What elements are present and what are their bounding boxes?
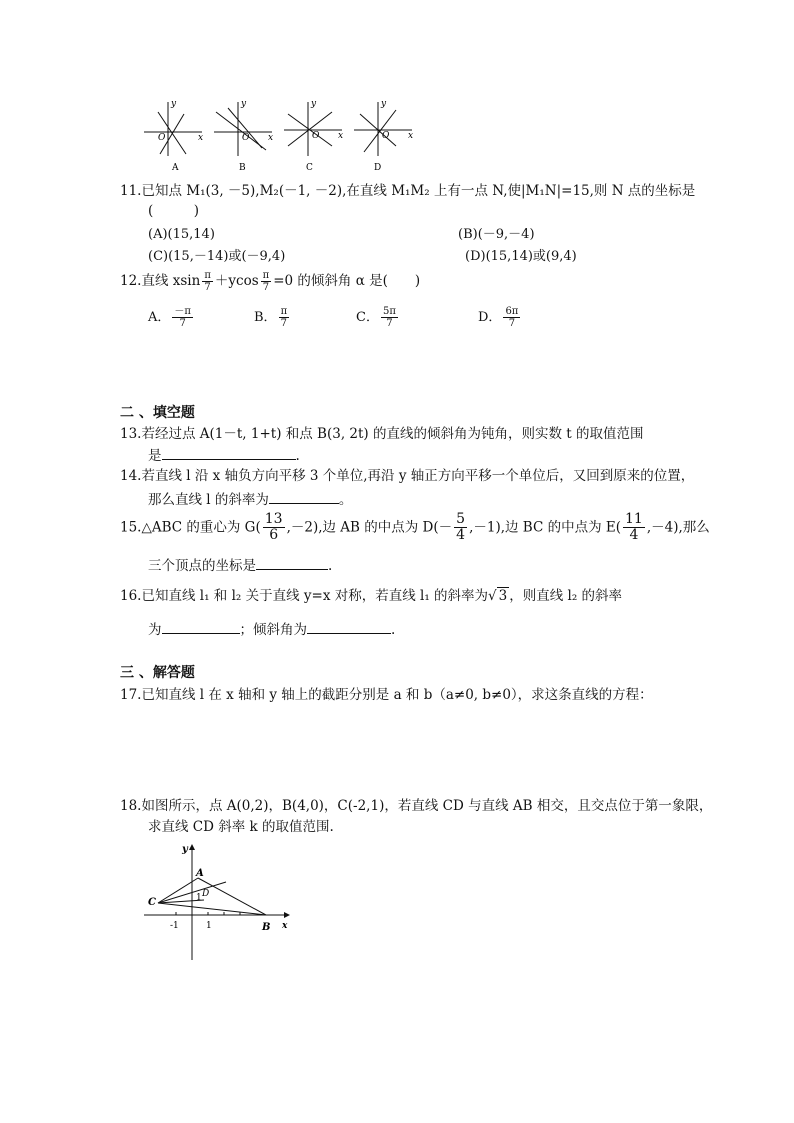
origin-label: O bbox=[158, 133, 166, 143]
q11-text: 11.已知点 M₁(3, －5),M₂(－1, －2),在直线 M₁M₂ 上有一点 N,使|M₁N|=15,则 N 点的坐标是 bbox=[120, 183, 696, 199]
q13-line1: 13.若经过点 A(1－t, 1+t) 和点 B(3, 2t) 的直线的倾斜角为钝角，则实数 t 的取值范围 bbox=[120, 426, 644, 442]
label-c: C bbox=[148, 897, 156, 908]
q11-option-b[interactable]: (B)(－9,－4) bbox=[458, 227, 535, 242]
svg-text:x: x bbox=[268, 133, 274, 143]
q11-option-d[interactable]: (D)(15,14)或(9,4) bbox=[465, 249, 577, 264]
label-one-y: 1 bbox=[196, 893, 202, 903]
q16-line2: 为 ；倾斜角为 . bbox=[148, 619, 395, 639]
q15-answer-blank[interactable] bbox=[256, 555, 328, 570]
q18-line2: 求直线 CD 斜率 k 的取值范围. bbox=[148, 819, 334, 835]
svg-text:y: y bbox=[241, 99, 247, 109]
q16-line1: 16.已知直线 l₁ 和 l₂ 关于直线 y=x 对称，若直线 l₁ 的斜率为√ 3 ，则直线 l₂ 的斜率 bbox=[120, 588, 623, 604]
diagram-c bbox=[284, 102, 342, 156]
label-d: D bbox=[202, 889, 210, 899]
svg-text:O: O bbox=[382, 131, 390, 141]
svg-text:x: x bbox=[338, 131, 344, 141]
q18-figure bbox=[140, 836, 300, 964]
x-axis-arrow bbox=[284, 912, 290, 918]
diagram-d bbox=[354, 102, 412, 156]
axis-x-label: x bbox=[198, 133, 204, 143]
svg-text:y: y bbox=[381, 99, 387, 109]
svg-text:O: O bbox=[242, 133, 250, 143]
q14-answer-blank[interactable] bbox=[269, 489, 339, 504]
q15-line1: 15.△ABC 的重心为 G( $\frac{13}{6}$ ,－2),边 AB 的中点为 D(－ $\frac{5}{4}$ ,－1),边 BC 的中点为 E( $\frac{11}{4}$ ,－4),那么 bbox=[120, 511, 710, 544]
line-cb bbox=[158, 903, 266, 915]
y-axis-arrow bbox=[189, 844, 195, 850]
q14-line2: 那么直线 l 的斜率为 。 bbox=[148, 489, 352, 509]
q18-line1: 18.如图所示，点 A(0,2)，B(4,0)，C(-2,1)，若直线 CD 与直线 AB 相交，且交点位于第一象限， bbox=[120, 798, 713, 814]
diagram-b-label: B bbox=[239, 163, 246, 173]
q17-text: 17.已知直线 l 在 x 轴和 y 轴上的截距分别是 a 和 b（a≠0, b≠0），求这条直线的方程： bbox=[120, 687, 653, 703]
svg-text:O: O bbox=[312, 131, 320, 141]
diagram-d-label: D bbox=[374, 163, 382, 173]
svg-text:y: y bbox=[311, 99, 317, 109]
q10-figure bbox=[140, 98, 420, 174]
label-a: A bbox=[196, 868, 204, 879]
q12-text: 12.直线 xsin $\frac{\pi}{7}$ ＋ycos $\frac{\pi}{7}$ =0 的倾斜角 α 是( ) bbox=[120, 270, 421, 293]
label-one: 1 bbox=[206, 921, 212, 931]
q11-option-a[interactable]: (A)(15,14) bbox=[148, 227, 215, 242]
q12-option-a[interactable]: A． $\frac{-\pi}{7}$ bbox=[148, 306, 191, 329]
diagram-b bbox=[214, 102, 272, 156]
q11-paren: ( ) bbox=[148, 203, 200, 219]
q12-option-c[interactable]: C． $\frac{5\pi}{7}$ bbox=[356, 306, 396, 329]
label-b: B bbox=[262, 922, 271, 933]
q11-option-c[interactable]: (C)(15,－14)或(－9,4) bbox=[148, 249, 286, 264]
section-3-title: 三 、解答题 bbox=[120, 665, 195, 681]
label-y: y bbox=[182, 844, 188, 855]
label-x: x bbox=[282, 921, 288, 931]
svg-text:x: x bbox=[408, 131, 414, 141]
q12-option-d[interactable]: D． $\frac{6\pi}{7}$ bbox=[478, 306, 519, 329]
q15-line2: 三个顶点的坐标是 . bbox=[148, 555, 332, 575]
section-2-title: 二 、填空题 bbox=[120, 405, 195, 421]
axis-y-label: y bbox=[171, 99, 177, 109]
diagram-c-label: C bbox=[306, 163, 313, 173]
diagram-a-label: A bbox=[172, 163, 179, 173]
q14-line1: 14.若直线 l 沿 x 轴负方向平移 3 个单位,再沿 y 轴正方向平移一个单位后，又回到原来的位置， bbox=[120, 468, 695, 484]
q13-line2: 是 . bbox=[148, 445, 300, 465]
q16-slope-blank[interactable] bbox=[162, 619, 240, 634]
q16-angle-blank[interactable] bbox=[307, 619, 391, 634]
label-neg1: -1 bbox=[170, 921, 179, 931]
q12-option-b[interactable]: B． $\frac{\pi}{7}$ bbox=[254, 306, 288, 329]
diagram-a bbox=[144, 102, 202, 156]
q13-answer-blank[interactable] bbox=[162, 445, 296, 460]
